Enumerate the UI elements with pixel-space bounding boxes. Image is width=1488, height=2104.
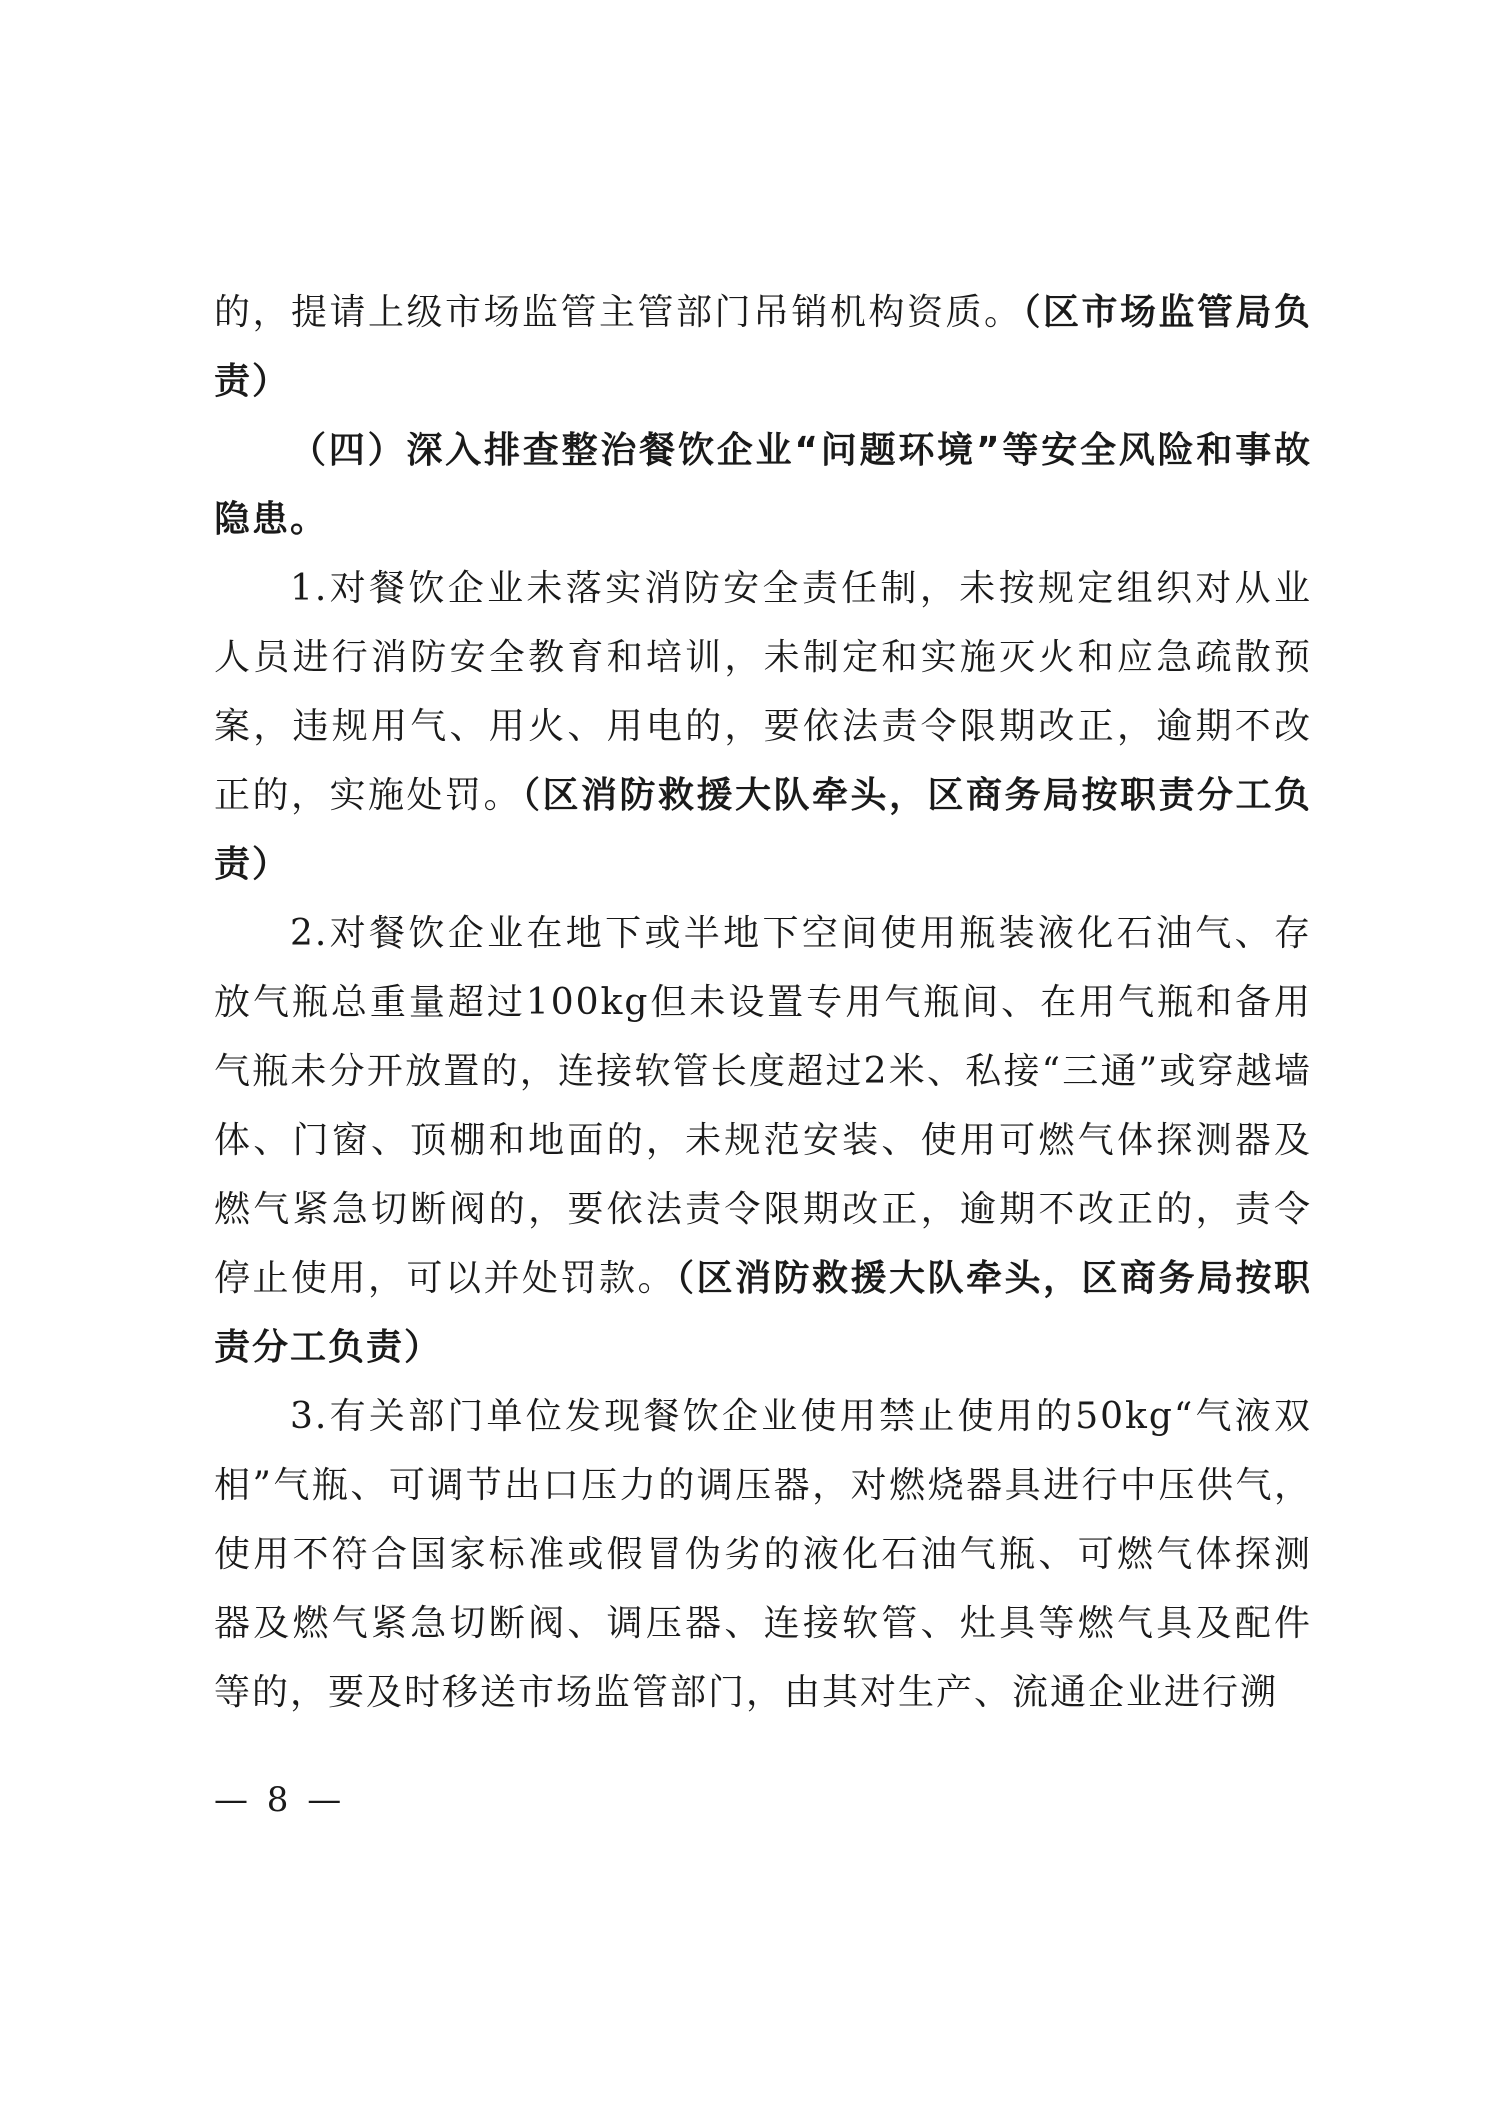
paragraph-text: 的，提请上级市场监管主管部门吊销机构资质。 bbox=[214, 292, 1023, 333]
document-body bbox=[214, 278, 1312, 1727]
section-heading-text: （四）深入排查整治餐饮企业“问题环境”等安全风险和事故隐患。 bbox=[214, 430, 1312, 540]
paragraph-item-1 bbox=[214, 554, 1312, 899]
paragraph-item-2 bbox=[214, 899, 1312, 1382]
paragraph-text: 3.有关部门单位发现餐饮企业使用禁止使用的50kg“气液双相”气瓶、可调节出口压力的调压器，对燃烧器具进行中压供气，使用不符合国家标准或假冒伪劣的液化石油气瓶、可燃气体探测器及燃气紧急切断阀、调压器、连接软管、灶具等燃气具及配件等的，要及时移送市场监管部门，由其对生产、流通企业进行溯 bbox=[214, 1396, 1312, 1713]
responsibility-note: （区消防救援大队牵头，区商务局按职责分工负责） bbox=[214, 775, 1312, 885]
responsibility-note: （区市场监管局负责） bbox=[214, 292, 1312, 402]
page-number: — 8 — bbox=[214, 1780, 346, 1820]
paragraph-continuation bbox=[214, 278, 1312, 416]
section-heading bbox=[214, 416, 1312, 554]
paragraph-text: 2.对餐饮企业在地下或半地下空间使用瓶装液化石油气、存放气瓶总重量超过100kg但未设置专用气瓶间、在用气瓶和备用气瓶未分开放置的，连接软管长度超过2米、私接“三通”或穿越墙体、门窗、顶棚和地面的，未规范安装、使用可燃气体探测器及燃气紧急切断阀的，要依法责令限期改正，逾期不改正的，责令停止使用，可以并处罚款。 bbox=[214, 913, 1312, 1299]
paragraph-item-3 bbox=[214, 1382, 1312, 1727]
paragraph-text: 1.对餐饮企业未落实消防安全责任制，未按规定组织对从业人员进行消防安全教育和培训，未制定和实施灭火和应急疏散预案，违规用气、用火、用电的，要依法责令限期改正，逾期不改正的，实施处罚。 bbox=[214, 568, 1312, 816]
responsibility-note: （区消防救援大队牵头，区商务局按职责分工负责） bbox=[214, 1258, 1312, 1368]
